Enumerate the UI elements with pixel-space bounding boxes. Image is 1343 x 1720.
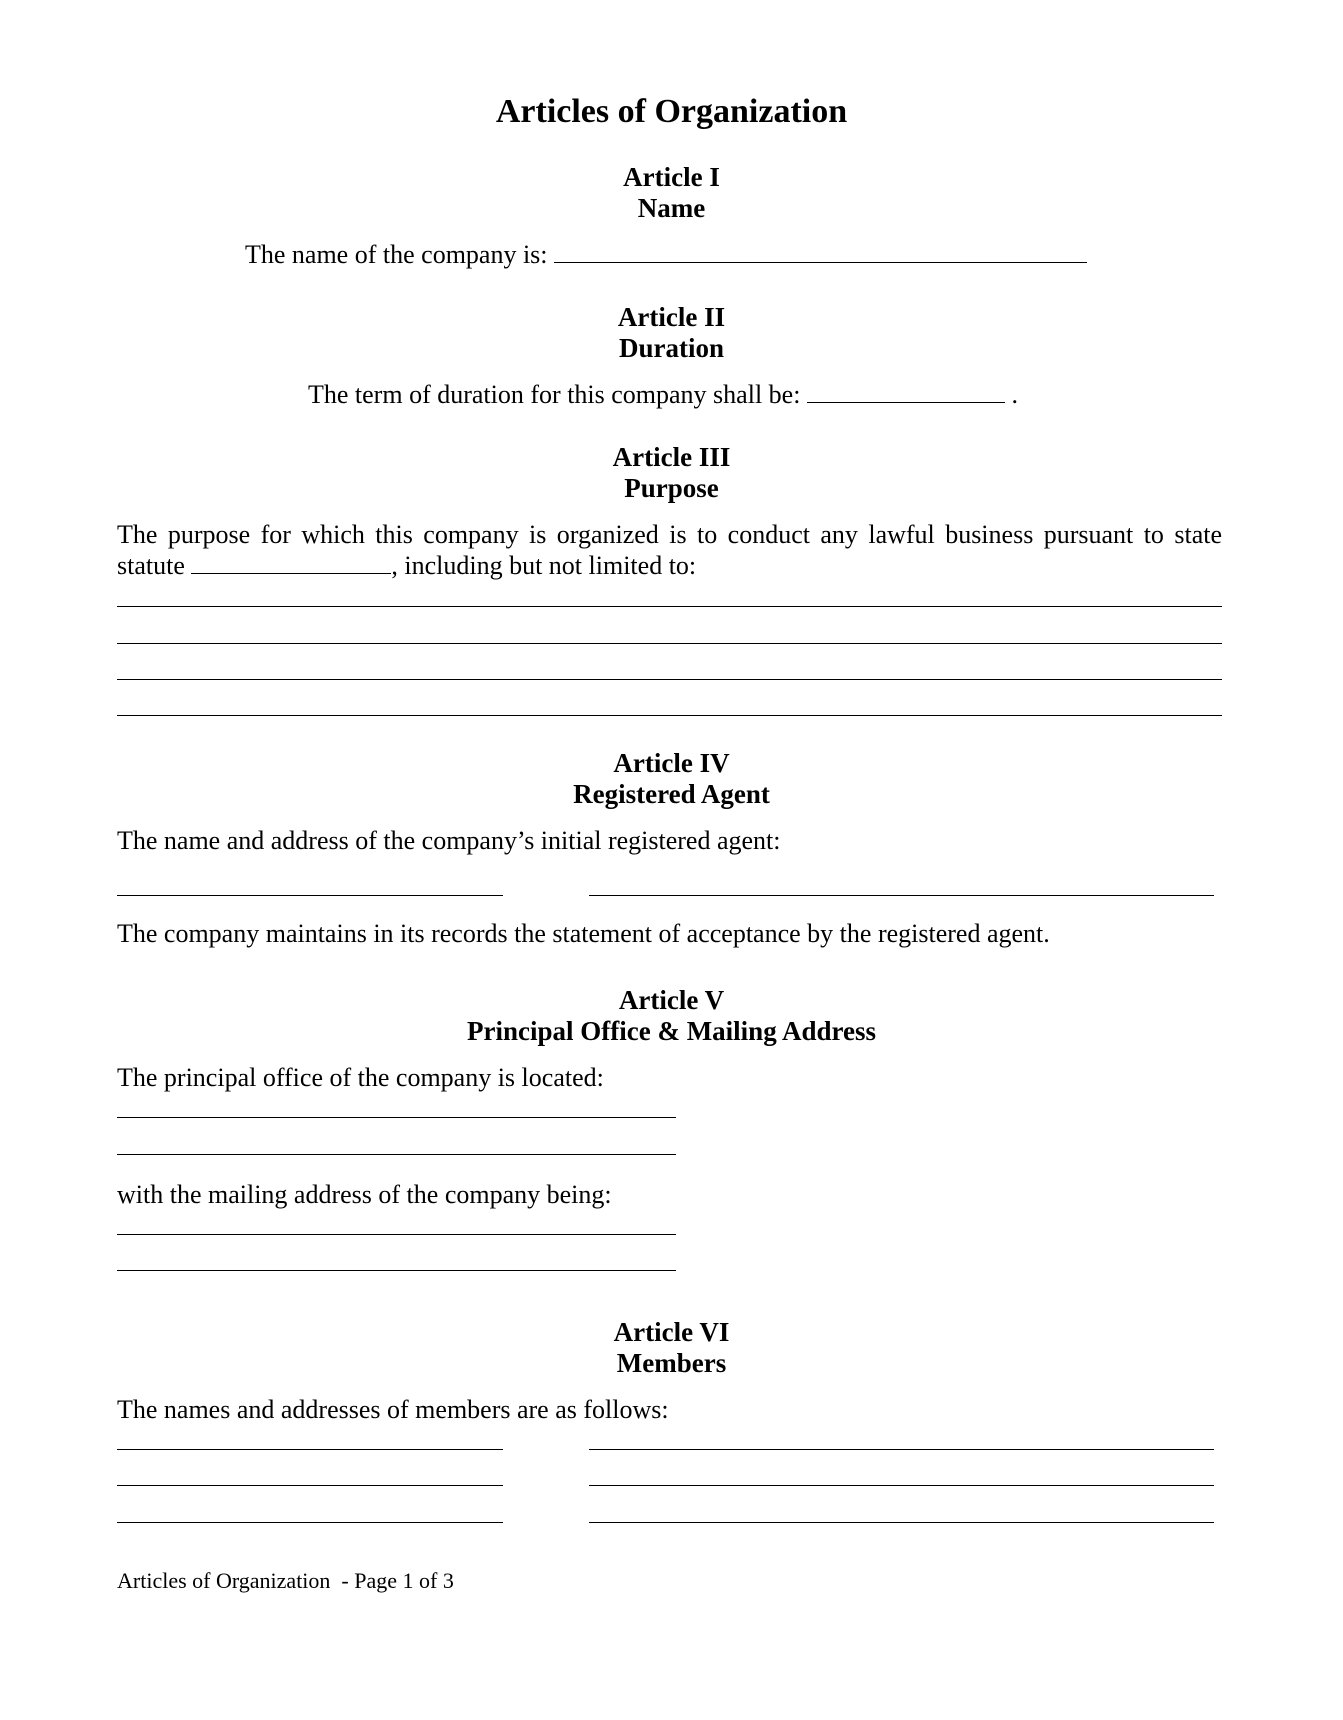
purpose-line-1: The purpose for which this company is organized is to conduct any lawful business pursuant to state <box>117 520 1222 549</box>
article-3-heading: Purpose <box>624 473 719 503</box>
office-address-line[interactable] <box>117 1154 676 1155</box>
purpose-blank-line[interactable] <box>117 679 1222 680</box>
page-footer: Articles of Organization - Page 1 of 3 <box>117 1568 454 1593</box>
company-name-line <box>245 239 1087 270</box>
agent-statement: The company maintains in its records the statement of acceptance by the registered agent. <box>117 919 1050 948</box>
office-label: The principal office of the company is located: <box>117 1063 604 1092</box>
article-1-heading: Name <box>637 193 706 223</box>
mailing-address-line[interactable] <box>117 1234 676 1235</box>
article-2-heading: Duration <box>618 333 724 363</box>
member-address-field[interactable] <box>589 1449 1214 1450</box>
agent-label: The name and address of the company’s initial registered agent: <box>117 826 781 855</box>
purpose-statute-label: statute <box>117 551 185 580</box>
member-name-field[interactable] <box>117 1485 503 1486</box>
purpose-blank-line[interactable] <box>117 606 1222 607</box>
statute-field[interactable] <box>191 551 391 574</box>
agent-name-field[interactable] <box>117 895 503 896</box>
article-4-number: Article IV <box>613 748 730 778</box>
member-name-field[interactable] <box>117 1522 503 1523</box>
duration-label: The term of duration for this company shall be: <box>308 380 801 409</box>
agent-address-field[interactable] <box>589 895 1214 896</box>
duration-line <box>308 379 1018 410</box>
members-label: The names and addresses of members are as follows: <box>117 1395 669 1424</box>
article-5-number: Article V <box>618 985 725 1015</box>
article-2-number: Article II <box>617 302 726 332</box>
article-4-heading: Registered Agent <box>573 779 770 809</box>
member-address-field[interactable] <box>589 1485 1214 1486</box>
article-6-number: Article VI <box>613 1317 730 1347</box>
purpose-blank-line[interactable] <box>117 643 1222 644</box>
member-name-field[interactable] <box>117 1449 503 1450</box>
duration-field[interactable] <box>807 380 1005 403</box>
mailing-label: with the mailing address of the company being: <box>117 1180 612 1209</box>
article-3-number: Article III <box>612 442 731 472</box>
duration-period: . <box>1011 380 1018 409</box>
purpose-blank-line[interactable] <box>117 715 1222 716</box>
article-6-heading: Members <box>616 1348 727 1378</box>
mailing-address-line[interactable] <box>117 1270 676 1271</box>
company-name-label: The name of the company is: <box>245 240 548 269</box>
article-1-number: Article I <box>623 162 720 192</box>
office-address-line[interactable] <box>117 1117 676 1118</box>
member-address-field[interactable] <box>589 1522 1214 1523</box>
document-title: Articles of Organization <box>495 93 848 130</box>
company-name-field[interactable] <box>554 240 1087 263</box>
purpose-line-2 <box>117 550 696 581</box>
article-5-heading: Principal Office & Mailing Address <box>467 1016 876 1046</box>
purpose-including-label: , including but not limited to: <box>391 551 697 580</box>
